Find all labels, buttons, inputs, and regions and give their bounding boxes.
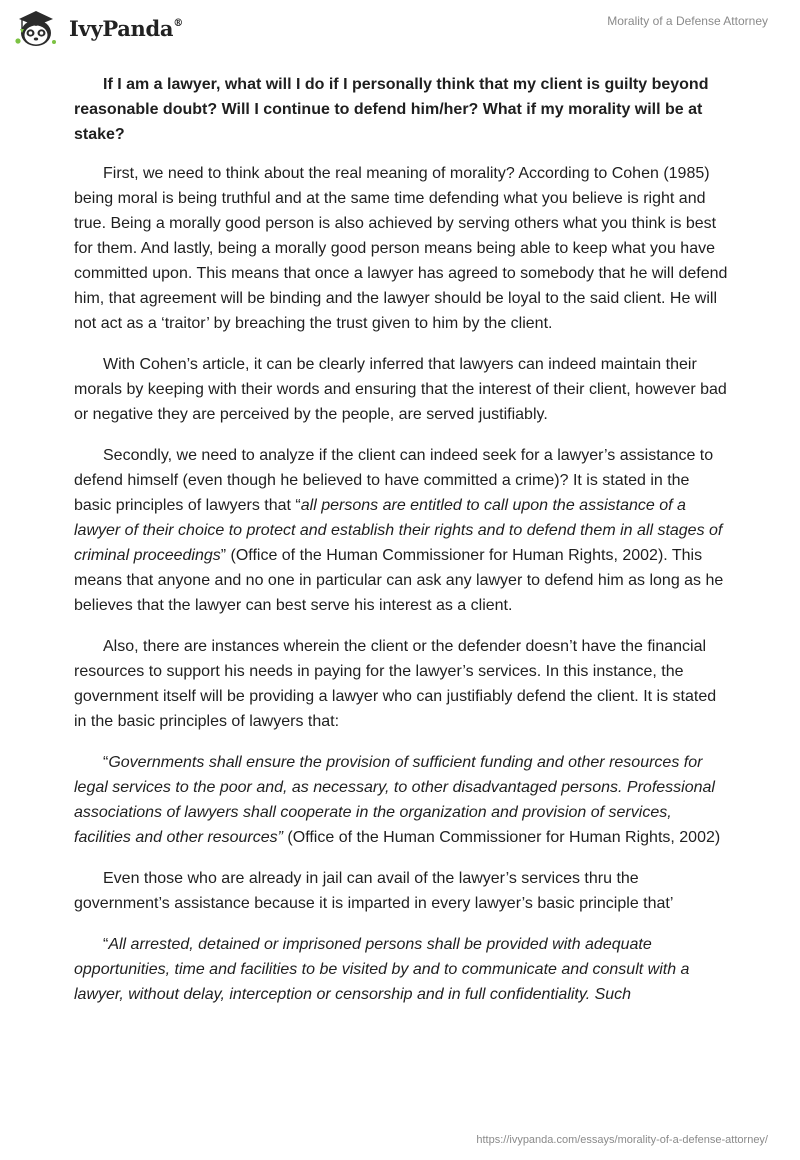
source-url[interactable]: https://ivypanda.com/essays/morality-of-a-defense-attorney/ xyxy=(476,1134,768,1146)
quote-detained-persons: “All arrested, detained or imprisoned persons shall be provided with adequate opportunities, time and facilities to be visited by and to communicate and consult with a lawyer, without delay, interception or censorship and in full confidentiality. Such xyxy=(74,936,690,1003)
paragraph-cohen: With Cohen’s article, it can be clearly inferred that lawyers can indeed maintain their morals by keeping with their words and ensuring that the interest of their client, however bad or negative they are perceived by the people, are served justifiably. xyxy=(74,356,727,423)
paragraph-jail: Even those who are already in jail can avail of the lawyer’s services thru the government’s assistance because it is imparted in every lawyer’s basic principle that’ xyxy=(74,870,674,912)
panda-graduate-icon xyxy=(15,8,63,48)
brand-name: IvyPanda® xyxy=(69,15,183,41)
quote-basic-principles: all persons are entitled to call upon the assistance of a lawyer of their choice to protect and establish their rights and to defend them in all stages of criminal proceedings xyxy=(74,497,723,564)
paragraph-right-to-counsel: Secondly, we need to analyze if the client can indeed seek for a lawyer’s assistance to defend himself (even though he believed to have committed a crime)? It is stated in the basic principles of lawyers that “all persons are entitled to call upon the assistance of a lawyer of their choice to protect and establish their rights and to defend them in all stages of criminal proceedings” (Office of the Human Commissioner for Human Rights, 2002). This means that anyone and no one in particular can ask any lawyer to defend him as long as he believes that the lawyer can best serve his interest as a client. xyxy=(74,447,724,614)
essay-question: If I am a lawyer, what will I do if I personally think that my client is guilty beyond reasonable doubt? Will I continue to defend him/her? What if my morality will be at stake? xyxy=(74,76,709,143)
essay-body xyxy=(74,72,730,1023)
paragraph-financial-resources: Also, there are instances wherein the client or the defender doesn’t have the financial resources to support his needs in paying for the lawyer’s services. In this instance, the government itself will be providing a lawyer who can justifiably defend the client. It is stated in the basic principles of lawyers that: xyxy=(74,638,717,730)
ivypanda-logo[interactable] xyxy=(15,8,183,48)
paragraph-morality: First, we need to think about the real meaning of morality? According to Cohen (1985) being moral is being truthful and at the same time defending what you believe is right and true. Being a morally good person is also achieved by serving others what you think is best for them. And lastly, being a morally good person means being able to keep what you have committed upon. This means that once a lawyer has agreed to somebody that he will defend him, that agreement will be binding and the lawyer should be loyal to the said client. He will not act as a ‘traitor’ by breaching the trust given to him by the client. xyxy=(74,165,728,332)
document-title: Morality of a Defense Attorney xyxy=(607,14,768,28)
page-header xyxy=(0,0,800,60)
quote-government-funding: “Governments shall ensure the provision of sufficient funding and other resources for legal services to the poor and, as necessary, to other disadvantaged persons. Professional associations of lawyers shall cooperate in the organization and provision of services, facilities and other resources” (Office of the Human Commissioner for Human Rights, 2002) xyxy=(74,754,721,846)
